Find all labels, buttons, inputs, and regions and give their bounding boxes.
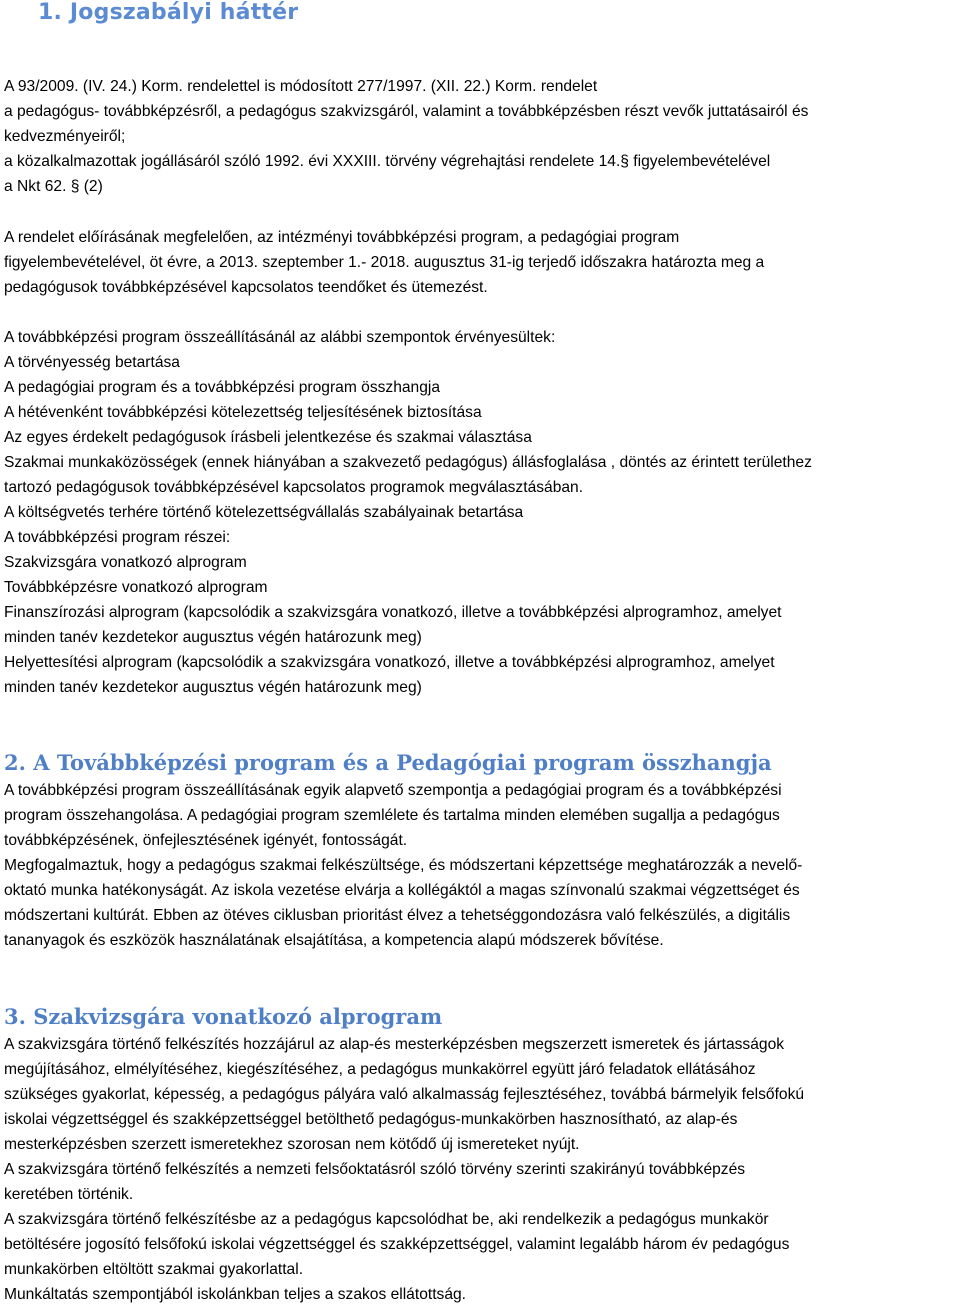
text-line: szükséges gyakorlat, képesség, a pedagógus pályára való alkalmasság fejlesztéséhez, továbbá bármelyik felsőfokú	[4, 1086, 805, 1103]
text-line: A 93/2009. (IV. 24.) Korm. rendelettel is módosított 277/1997. (XII. 22.) Korm. rendelet	[4, 78, 598, 95]
text-line: Munkáltatás szempontjából iskolánkban teljes a szakos ellátottság.	[4, 1286, 467, 1303]
text-line: A továbbképzési program részei:	[4, 529, 231, 546]
list-item: Szakmai munkaközösségek (ennek hiányában a szakvezető pedagógus) állásfoglalása , döntés az érintett területhez	[4, 454, 812, 471]
text-line: mesterképzésben szerzett ismeretekhez szorosan nem kötődő új ismereteket nyújt.	[4, 1136, 580, 1153]
list-item: Továbbképzésre vonatkozó alprogram	[4, 579, 268, 596]
text-line: iskolai végzettséggel és szakképzettséggel betölthető pedagógus-munkakörben hasznosítható, az alap-és	[4, 1111, 738, 1128]
text-line: A szakvizsgára történő felkészítésbe az a pedagógus kapcsolódhat be, aki rendelkezik a pedagógus munkakör	[4, 1211, 769, 1228]
text-line: A szakvizsgára történő felkészítés a nemzeti felsőoktatásról szóló törvény szerinti szakirányú továbbképzés	[4, 1161, 746, 1178]
text-line: oktató munka hatékonyságát. Az iskola vezetése elvárja a kollégáktól a magas színvonalú szakmai végzettséget és	[4, 882, 800, 899]
section-1-heading: 1. Jogszabályi háttér	[38, 0, 299, 25]
section-3-paragraph	[4, 1032, 956, 1307]
list-item: Finanszírozási alprogram (kapcsolódik a szakvizsgára vonatkozó, illetve a továbbképzési alprogramhoz, amelyet	[4, 604, 782, 621]
list-item: Helyettesítési alprogram (kapcsolódik a szakvizsgára vonatkozó, illetve a továbbképzési alprogramhoz, amelyet	[4, 654, 775, 671]
program-criteria-paragraph	[4, 325, 956, 700]
text-line: megújításához, elmélyítéséhez, kiegészítéséhez, a pedagógus munkakörrel együtt járó feladatok ellátásához	[4, 1061, 756, 1078]
section-2-heading: 2. A Továbbképzési program és a Pedagógiai program összhangja	[4, 750, 772, 775]
text-line: A továbbképzési program összeállításánál az alábbi szempontok érvényesültek:	[4, 329, 556, 346]
list-item: Szakvizsgára vonatkozó alprogram	[4, 554, 247, 571]
text-line: A rendelet előírásának megfelelően, az intézményi továbbképzési program, a pedagógiai program	[4, 229, 680, 246]
list-item: A hétévenként továbbképzési kötelezettség teljesítésének biztosítása	[4, 404, 482, 421]
text-line: A továbbképzési program összeállításának egyik alapvető szempontja a pedagógiai program és a továbbképzési	[4, 782, 782, 799]
section-2-paragraph	[4, 778, 956, 953]
text-line: A szakvizsgára történő felkészítés hozzájárul az alap-és mesterképzésben megszerzett ismeretek és jártasságok	[4, 1036, 785, 1053]
text-line: betöltésére jogosító felsőfokú iskolai végzettséggel és szakképzettséggel, valamint legalább három év pedagógus	[4, 1236, 790, 1253]
list-item: A pedagógiai program és a továbbképzési program összhangja	[4, 379, 441, 396]
legal-background-paragraph	[4, 74, 956, 199]
text-line: keretében történik.	[4, 1186, 134, 1203]
list-item: Az egyes érdekelt pedagógusok írásbeli jelentkezése és szakmai választása	[4, 429, 532, 446]
list-item: A költségvetés terhére történő kötelezettségvállalás szabályainak betartása	[4, 504, 524, 521]
text-line: a Nkt 62. § (2)	[4, 178, 103, 195]
decree-paragraph	[4, 225, 956, 300]
text-line: kedvezményeiről;	[4, 128, 126, 145]
text-line: figyelembevételével, öt évre, a 2013. szeptember 1.- 2018. augusztus 31-ig terjedő időszakra határozta meg a	[4, 254, 765, 271]
text-line: minden tanév kezdetekor augusztus végén határozunk meg)	[4, 629, 422, 646]
list-item: A törvényesség betartása	[4, 354, 180, 371]
section-3-heading: 3. Szakvizsgára vonatkozó alprogram	[4, 1004, 443, 1029]
text-line: a közalkalmazottak jogállásáról szóló 1992. évi XXXIII. törvény végrehajtási rendelete 14.§ figyelembevételével	[4, 153, 771, 170]
text-line: a pedagógus- továbbképzésről, a pedagógus szakvizsgáról, valamint a továbbképzésben részt vevők juttatásairól és	[4, 103, 809, 120]
text-line: program összehangolása. A pedagógiai program szemlélete és tartalma minden elemében sugallja a pedagógus	[4, 807, 780, 824]
text-line: tartozó pedagógusok továbbképzésével kapcsolatos programok megválasztásában.	[4, 479, 584, 496]
text-line: módszertani kultúrát. Ebben az ötéves ciklusban prioritást élvez a tehetséggondozásra való felkészülés, a digitális	[4, 907, 791, 924]
text-line: tananyagok és eszközök használatának elsajátítása, a kompetencia alapú módszerek bővítése.	[4, 932, 664, 949]
text-line: pedagógusok továbbképzésével kapcsolatos teendőket és ütemezést.	[4, 279, 488, 296]
text-line: munkakörben eltöltött szakmai gyakorlattal.	[4, 1261, 304, 1278]
text-line: Megfogalmaztuk, hogy a pedagógus szakmai felkészültsége, és módszertani képzettsége meghatározzák a nevelő-	[4, 857, 803, 874]
text-line: minden tanév kezdetekor augusztus végén határozunk meg)	[4, 679, 422, 696]
text-line: továbbképzésének, önfejlesztésének igényét, fontosságát.	[4, 832, 408, 849]
